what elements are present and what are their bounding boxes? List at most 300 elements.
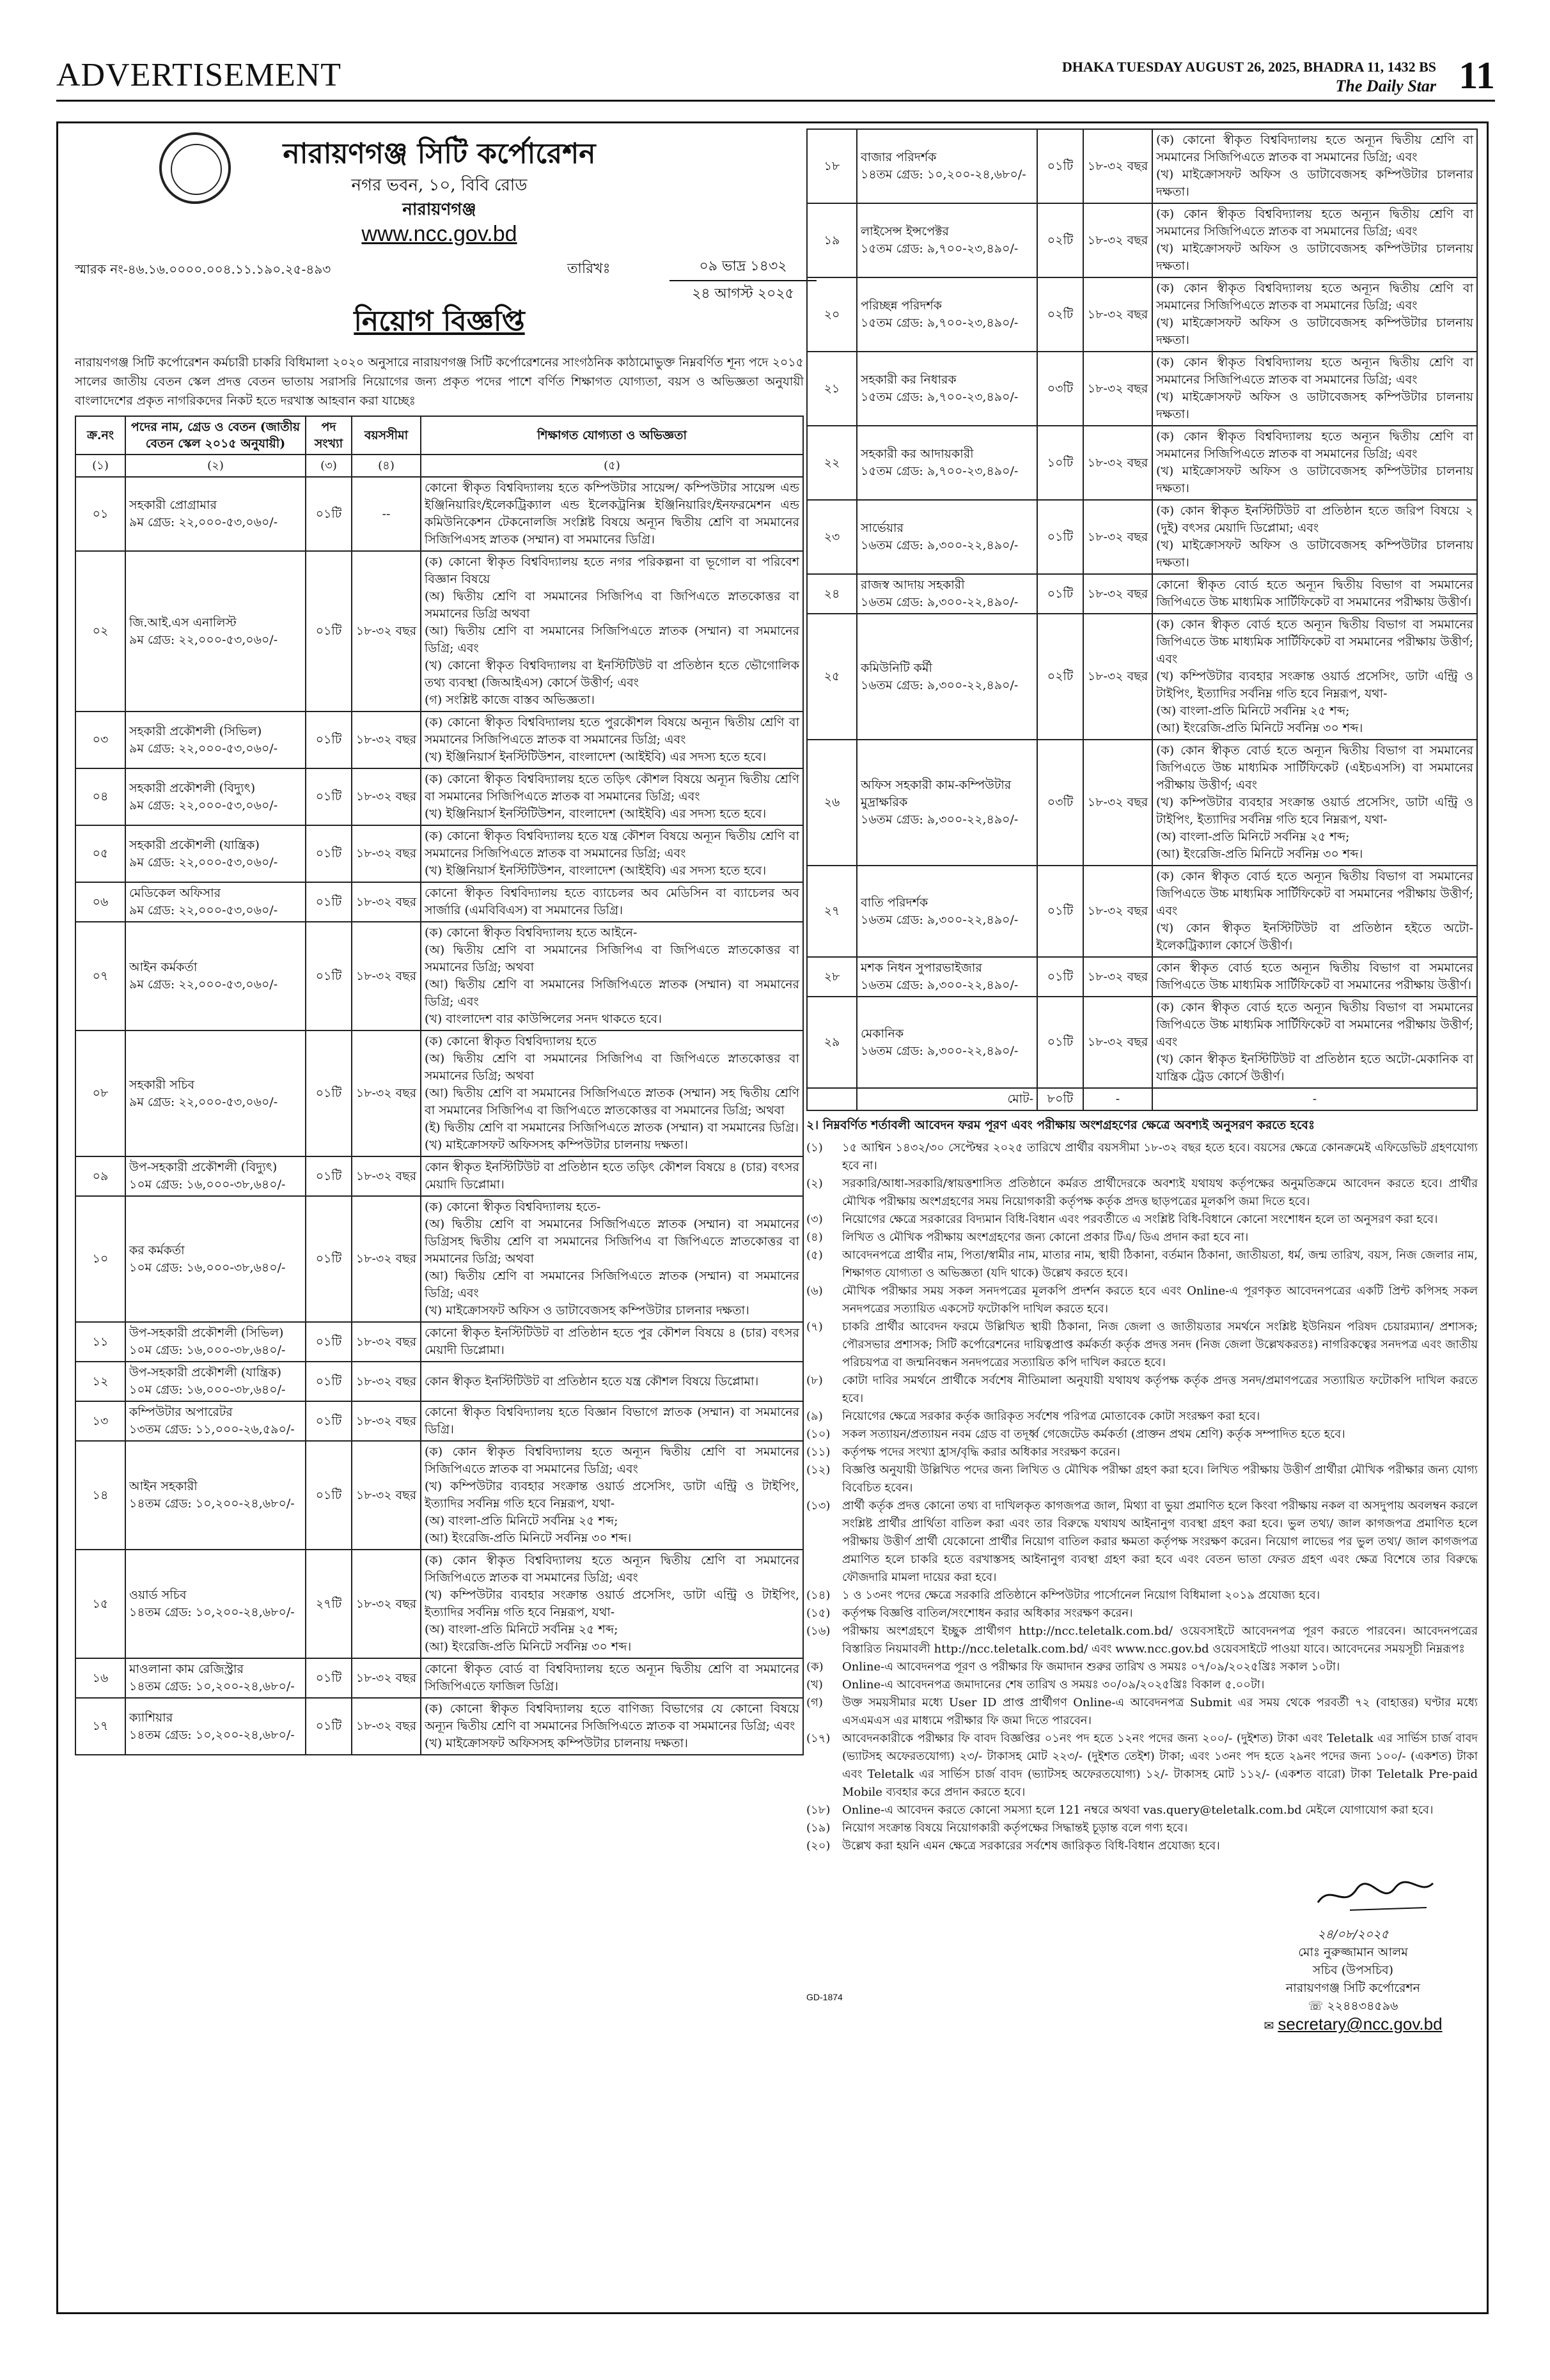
condition-number: (৭) bbox=[806, 1320, 823, 1334]
row-quantity: ০১টি bbox=[306, 1196, 352, 1322]
condition-text: লিখিত ও মৌখিক পরীক্ষায় অংশগ্রহণের জন্য কোনো প্রকার টিএ/ ডিএ প্রদান করা হবে না। bbox=[842, 1231, 1249, 1244]
condition-number: (১৪) bbox=[806, 1589, 831, 1602]
row-age-limit: -- bbox=[352, 477, 421, 551]
table-row bbox=[75, 1401, 803, 1441]
row-post bbox=[125, 1658, 306, 1698]
post-grade: ৯ম গ্রেড: ২২,০০০-৫৩,০৬০/- bbox=[129, 855, 278, 869]
row-quantity: ০১টি bbox=[306, 922, 352, 1031]
row-age-limit: ১৮-৩২ বছর bbox=[1083, 277, 1152, 352]
condition-text: Online-এ আবেদন করতে কোনো সমস্যা হলে 121 নম্বরে অথবা vas.query@teletalk.com.bd মেইলে যোগাযোগ করা হবে। bbox=[842, 1803, 1434, 1817]
condition-text: কর্তৃপক্ষ বিজ্ঞপ্তি বাতিল/সংশোধন করার অধিকার সংরক্ষণ করেন। bbox=[842, 1606, 1133, 1620]
post-grade: ৯ম গ্রেড: ২২,০০০-৫৩,০৬০/- bbox=[129, 903, 278, 917]
qualification-line: (খ) ইঞ্জিনিয়ার্স ইনস্টিটিউশন, বাংলাদেশ (আইইবি) এর সদস্য হতে হবে। bbox=[425, 750, 767, 764]
row-age-limit: ১৮-৩২ বছর bbox=[352, 1658, 421, 1698]
table-body-right bbox=[807, 129, 1477, 1088]
post-name: সহকারী প্রকৌশলী (যান্ত্রিক) bbox=[129, 837, 260, 852]
header-qualification: শিক্ষাগত যোগ্যতা ও অভিজ্ঞতা bbox=[421, 416, 803, 455]
post-name: উপ-সহকারী প্রকৌশলী (যান্ত্রিক) bbox=[129, 1365, 281, 1380]
post-name: অফিস সহকারী কাম-কম্পিউটার মুদ্রাক্ষরিক bbox=[861, 778, 1012, 809]
qualification-line: (ক) কোন স্বীকৃত বিশ্ববিদ্যালয় হতে অন্যূন দ্বিতীয় শ্রেণি বা সমমানের সিজিপিএতে স্নাতক বা সমমানের ডিগ্রি; এবং bbox=[425, 1553, 799, 1585]
condition-number: (১১) bbox=[806, 1445, 831, 1459]
qualification-line: (আ) দ্বিতীয় শ্রেণি বা সমমানের সিজিপিএতে স্নাতক (সম্মান) বা সমমানের ডিগ্রি; এবং bbox=[425, 624, 799, 655]
row-quantity: ০১টি bbox=[306, 825, 352, 882]
row-serial: ০৫ bbox=[75, 825, 125, 882]
qualification-line: (খ) মাইক্রোসফট অফিস ও ডাটাবেজসহ কম্পিউটার চালনায় দক্ষতা। bbox=[1156, 242, 1473, 273]
row-serial: ২৭ bbox=[807, 866, 857, 957]
qualification-line: কোন স্বীকৃত ইনস্টিটিউট বা প্রতিষ্ঠান হতে যন্ত্র কৌশল বিষয়ে ডিপ্লোমা। bbox=[425, 1374, 759, 1388]
row-post bbox=[857, 740, 1037, 866]
post-name: রাজস্ব আদায় সহকারী bbox=[861, 578, 965, 592]
qualification-line: (আ) ইংরেজি-প্রতি মিনিটে সর্বনিম্ন ৩০ শব্দ। bbox=[1156, 721, 1363, 735]
row-post bbox=[125, 1196, 306, 1322]
condition-text: প্রার্থী কর্তৃক প্রদত্ত কোনো তথ্য বা দাখিলকৃত কাগজপত্র জাল, মিথ্যা বা ভুয়া প্রমাণিত হলে কিংবা পরীক্ষায় নকল বা অসদুপায় অবলম্বন করলে সংশ্লিষ্ট প্রার্থীর প্রার্থিতা বাতিল করা এবং তার বিরুদ্ধে যথাযথ আইনানুগ ব্যবস্থা গ্রহণ করা হবে। ভুল তথ্য/ জাল কাগজপত্র প্রমাণিত হলে পরীক্ষায় উত্তীর্ণ প্রার্থী যেকোনো প্রার্থীর নিয়োগ বাতিল করার ক্ষমতা কর্তৃপক্ষ সংরক্ষণ করেন। নিয়োগ লাভের পর ভুল তথ্য/ জাল কাগজপত্র প্রমাণিত হলে চাকরি হতে বরখাস্তসহ আইনানুগ ব্যবস্থা গ্রহণ করা হবে এবং বেতন ভাতা ফেরত গ্রহণ এবং ক্ষেত্র বিশেষে তার বিরুদ্ধে ফৌজদারি মামলা দায়ের করা হবে। bbox=[842, 1499, 1478, 1584]
table-row bbox=[75, 1698, 803, 1755]
row-qualification bbox=[1152, 866, 1477, 957]
row-qualification bbox=[1152, 500, 1477, 574]
post-grade: ৯ম গ্রেড: ২২,০০০-৫৩,০৬০/- bbox=[129, 977, 278, 992]
row-age-limit: ১৮-৩২ বছর bbox=[352, 1031, 421, 1156]
post-grade: ১৬তম গ্রেড: ৯,৩০০-২২,৪৯০/- bbox=[861, 978, 1019, 992]
post-name: উপ-সহকারী প্রকৌশলী (সিভিল) bbox=[129, 1326, 284, 1340]
row-qualification bbox=[1152, 277, 1477, 352]
qualification-line: (আ) ইংরেজি-প্রতি মিনিটে সর্বনিম্ন ৩০ শব্দ। bbox=[425, 1640, 632, 1654]
row-quantity: ০১টি bbox=[306, 551, 352, 712]
signature-block bbox=[806, 1871, 1478, 2034]
condition-text: উক্ত সময়সীমার মধ্যে User ID প্রাপ্ত প্রার্থীগণ Online-এ আবেদনপত্র Submit এর সময় থেকে পরবর্তী ৭২ (বাহাত্তর) ঘণ্টার মধ্যে এসএমএস এর মাধ্যমে পরীক্ষার ফি জমা দিতে পারবেন। bbox=[842, 1696, 1478, 1727]
row-quantity: ০১টি bbox=[1037, 997, 1083, 1088]
qualification-line: কোনো স্বীকৃত বিশ্ববিদ্যালয় হতে বিজ্ঞান বিভাগে স্নাতক (সম্মান) বা সমমানের ডিগ্রি। bbox=[425, 1405, 799, 1436]
notice-header bbox=[75, 130, 804, 302]
condition-item bbox=[806, 1694, 1478, 1730]
row-serial: ১২ bbox=[75, 1362, 125, 1401]
row-serial: ১৩ bbox=[75, 1401, 125, 1441]
condition-item bbox=[806, 1282, 1478, 1318]
condition-number: (১৩) bbox=[806, 1499, 831, 1513]
row-post bbox=[125, 1031, 306, 1156]
condition-text: কর্তৃপক্ষ পদের সংখ্যা হ্রাস/বৃদ্ধি করার অধিকার সংরক্ষণ করেন। bbox=[842, 1445, 1120, 1459]
address: নগর ভবন, ১০, বিবি রোড bbox=[351, 176, 528, 195]
post-name: বাতি পরিদর্শক bbox=[861, 895, 928, 910]
post-name: ওয়ার্ড সচিব bbox=[129, 1588, 187, 1602]
condition-number: (১৭) bbox=[806, 1732, 831, 1745]
row-qualification bbox=[1152, 740, 1477, 866]
col-number: (৪) bbox=[352, 455, 421, 477]
row-age-limit: ১৮-৩২ বছর bbox=[352, 551, 421, 712]
condition-number: (২০) bbox=[806, 1839, 831, 1853]
date-bangla: ০৯ ভাদ্র ১৪৩২ bbox=[669, 254, 817, 281]
post-name: কর কর্মকর্তা bbox=[129, 1243, 185, 1257]
qualification-line: কোনো স্বীকৃত বোর্ড হতে অন্যূন দ্বিতীয় বিভাগ বা সমমানের জিপিএতে উচ্চ মাধ্যমিক সার্টিফিকেট বা সমমানের পরীক্ষায় উত্তীর্ণ। bbox=[1156, 578, 1473, 609]
post-name: মশক নিধন সুপারভাইজার bbox=[861, 961, 982, 975]
row-serial: ১০ bbox=[75, 1196, 125, 1322]
row-post bbox=[857, 574, 1037, 614]
qualification-line: (খ) মাইক্রোসফট অফিস ও ডাটাবেজসহ কম্পিউটার চালনায় দক্ষতা। bbox=[1156, 538, 1473, 570]
condition-item bbox=[806, 1139, 1478, 1175]
post-name: সহকারী কর নিধারক bbox=[861, 373, 957, 387]
row-quantity: ০৩টি bbox=[1037, 352, 1083, 426]
signatory-office: নারায়ণগঞ্জ সিটি কর্পোরেশন bbox=[1285, 1981, 1421, 1995]
notice-title: নিয়োগ বিজ্ঞপ্তি bbox=[354, 305, 525, 338]
condition-text: Online-এ আবেদনপত্র জমাদানের শেষ তারিখ ও সময়ঃ ৩০/০৯/২০২৫খ্রিঃ বিকাল ৫.০০টা। bbox=[842, 1678, 1265, 1692]
row-age-limit: ১৮-৩২ বছর bbox=[352, 1156, 421, 1196]
header-age: বয়সসীমা bbox=[352, 416, 421, 455]
row-serial: ১৪ bbox=[75, 1441, 125, 1550]
row-age-limit: ১৮-৩২ বছর bbox=[1083, 866, 1152, 957]
table-row bbox=[75, 477, 803, 551]
qualification-line: (অ) বাংলা-প্রতি মিনিটে সর্বনিম্ন ২৫ শব্দ; bbox=[1156, 704, 1350, 718]
total-label: মোট- bbox=[857, 1088, 1037, 1110]
row-age-limit: ১৮-৩২ বছর bbox=[1083, 740, 1152, 866]
condition-item bbox=[806, 1443, 1478, 1461]
col-number: (৫) bbox=[421, 455, 803, 477]
condition-text: Online-এ আবেদনপত্র পূরণ ও পরীক্ষার ফি জমাদান শুরুর তারিখ ও সময়ঃ ০৭/০৯/২০২৫খ্রিঃ সকাল ১০টা। bbox=[842, 1660, 1340, 1674]
dateline: DHAKA TUESDAY AUGUST 26, 2025, BHADRA 11, 1432 BS bbox=[1062, 59, 1436, 75]
post-name: উপ-সহকারী প্রকৌশলী (বিদ্যুৎ) bbox=[129, 1160, 278, 1174]
post-grade: ১৫তম গ্রেড: ৯,৭০০-২৩,৪৯০/- bbox=[861, 242, 1019, 256]
table-row bbox=[75, 712, 803, 768]
row-serial: ০৮ bbox=[75, 1031, 125, 1156]
qualification-line: (খ) কম্পিউটার ব্যবহার সংক্রান্ত ওয়ার্ড প্রসেসিং, ডাটা এন্ট্রি ও টাইপিং, ইত্যাদির সর্বনিম্ন গতি হবে নিম্নরূপ, যথা- bbox=[1156, 669, 1473, 701]
condition-number: (১৯) bbox=[806, 1821, 831, 1835]
conditions-title: ২। নিম্নবর্ণিত শর্তাবলী আবেদন ফরম পূরণ এবং পরীক্ষায় অংশগ্রহণের ক্ষেত্রে অবশ্যই অনুসরণ করতে হবেঃ bbox=[806, 1118, 1315, 1132]
post-name: ক্যাশিয়ার bbox=[129, 1710, 173, 1725]
table-row bbox=[75, 1658, 803, 1698]
post-grade: ৯ম গ্রেড: ২২,০০০-৫৩,০৬০/- bbox=[129, 798, 278, 813]
row-serial: ০৬ bbox=[75, 882, 125, 922]
row-age-limit: ১৮-৩২ বছর bbox=[352, 1550, 421, 1658]
advertisement-frame bbox=[56, 121, 1489, 2314]
post-name: সহকারী কর আদায়কারী bbox=[861, 447, 974, 461]
post-grade: ১৬তম গ্রেড: ৯,৩০০-২২,৪৯০/- bbox=[861, 595, 1019, 609]
condition-number: (১০) bbox=[806, 1427, 831, 1441]
row-age-limit: ১৮-৩২ বছর bbox=[1083, 574, 1152, 614]
row-post bbox=[125, 768, 306, 825]
post-name: জি.আই.এস এনালিস্ট bbox=[129, 615, 237, 630]
row-qualification bbox=[421, 551, 803, 712]
post-name: কমিউনিটি কর্মী bbox=[861, 660, 932, 675]
qualification-line: (খ) ইঞ্জিনিয়ার্স ইনস্টিটিউশন, বাংলাদেশ (আইইবি) এর সদস্য হতে হবে। bbox=[425, 864, 767, 878]
memo-number: স্মারক নং-৪৬.১৬.০০০০.০০৪.১১.১৯০.২৫-৪৯৩ bbox=[75, 261, 331, 277]
qualification-line: (খ) বাংলাদেশ বার কাউন্সিলের সনদ থাকতে হবে। bbox=[425, 1012, 662, 1026]
row-age-limit: ১৮-৩২ বছর bbox=[1083, 426, 1152, 500]
table-row bbox=[807, 997, 1477, 1088]
condition-item bbox=[806, 1605, 1478, 1622]
condition-item bbox=[806, 1837, 1478, 1855]
condition-item bbox=[806, 1229, 1478, 1247]
table-row bbox=[75, 922, 803, 1031]
row-age-limit: ১৮-৩২ বছর bbox=[1083, 500, 1152, 574]
qualification-line: (ক) কোনো স্বীকৃত বিশ্ববিদ্যালয় হতে নগর পরিকল্পনা বা ভূগোল বা পরিবেশ বিজ্ঞান বিষয়ে bbox=[425, 555, 799, 586]
row-serial: ২২ bbox=[807, 426, 857, 500]
condition-item bbox=[806, 1318, 1478, 1372]
signatory-email[interactable]: secretary@ncc.gov.bd bbox=[1278, 2014, 1443, 2034]
qualification-line: (অ) বাংলা-প্রতি মিনিটে সর্বনিম্ন ২৫ শব্দ; bbox=[425, 1622, 618, 1637]
row-quantity: ০৩টি bbox=[1037, 740, 1083, 866]
qualification-line: (ক) কোনো স্বীকৃত বিশ্ববিদ্যালয় হতে তড়িৎ কৌশল বিষয়ে অন্যূন দ্বিতীয় শ্রেণি বা সমমানের সিজিপিএতে স্নাতক বা সমমানের ডিগ্রি; এবং bbox=[425, 772, 799, 804]
row-qualification bbox=[421, 1196, 803, 1322]
post-grade: ১৫তম গ্রেড: ৯,৭০০-২৩,৪৯০/- bbox=[861, 390, 1019, 404]
table-row bbox=[807, 352, 1477, 426]
post-grade: ১৪তম গ্রেড: ১০,২০০-২৪,৬৮০/- bbox=[129, 1679, 295, 1693]
post-grade: ১০ম গ্রেড: ১৬,০০০-৩৮,৬৪০/- bbox=[129, 1343, 286, 1357]
qualification-line: (খ) কম্পিউটার ব্যবহার সংক্রান্ত ওয়ার্ড প্রসেসিং, ডাটা এন্ট্রি ও টাইপিং, ইত্যাদির সর্বনিম্ন গতি হবে নিম্নরূপ, যথা- bbox=[425, 1479, 799, 1511]
table-row bbox=[75, 768, 803, 825]
row-age-limit: ১৮-৩২ বছর bbox=[352, 1196, 421, 1322]
post-grade: ৯ম গ্রেড: ২২,০০০-৫৩,০৬০/- bbox=[129, 741, 278, 756]
qualification-line: (ক) কোন স্বীকৃত বিশ্ববিদ্যালয় হতে অন্যূন দ্বিতীয় শ্রেণি বা সমমানের সিজিপিএতে স্নাতক বা সমমানের ডিগ্রি; এবং bbox=[425, 1445, 799, 1476]
qualification-line: (আ) ইংরেজি-প্রতি মিনিটে সর্বনিম্ন ৩০ শব্দ। bbox=[1156, 847, 1363, 861]
qualification-line: (ক) কোন স্বীকৃত বিশ্ববিদ্যালয় হতে অন্যূন দ্বিতীয় শ্রেণি বা সমমানের সিজিপিএতে স্নাতক বা সমমানের ডিগ্রি; এবং bbox=[1156, 430, 1473, 461]
row-quantity: ০১টি bbox=[1037, 500, 1083, 574]
post-grade: ১৩তম গ্রেড: ১১,০০০-২৬,৫৯০/- bbox=[129, 1422, 295, 1436]
qualification-line: (খ) মাইক্রোসফট অফিস ও ডাটাবেজসহ কম্পিউটার চালনায় দক্ষতা। bbox=[1156, 390, 1473, 421]
row-post bbox=[125, 1156, 306, 1196]
post-grade: ১৬তম গ্রেড: ৯,৩০০-২২,৪৯০/- bbox=[861, 813, 1019, 827]
row-post bbox=[125, 1441, 306, 1550]
table-row bbox=[75, 1441, 803, 1550]
row-serial: ০৪ bbox=[75, 768, 125, 825]
row-qualification bbox=[421, 1401, 803, 1441]
condition-item bbox=[806, 1408, 1478, 1426]
post-name: সহকারী সচিব bbox=[129, 1077, 195, 1092]
qualification-line: (ক) কোনো স্বীকৃত বিশ্ববিদ্যালয় হতে যন্ত্র কৌশল বিষয়ে অন্যূন দ্বিতীয় শ্রেণি বা সমমানের সিজিপিএতে স্নাতক বা সমমানের ডিগ্রি; এবং bbox=[425, 829, 799, 860]
qualification-line: (খ) কোন স্বীকৃত ইনস্টিটিউট বা প্রতিষ্ঠান হইতে অটো-ইলেকট্রিক্যাল কোর্সে উত্তীর্ণ। bbox=[1156, 921, 1473, 953]
col-number: (১) bbox=[75, 455, 125, 477]
qualification-line: কোনো স্বীকৃত বিশ্ববিদ্যালয় হতে কম্পিউটার সায়েন্স/ কম্পিউটার সায়েন্স এন্ড ইঞ্জিনিয়ারিং/ইলেকট্রিক্যাল এন্ড ইলেকট্রনিক্স ইঞ্জিনিয়ারিং/ইনফরমেশন এন্ড কমিউনিকেশন টেকনোলজি সংশ্লিষ্ট বিষয়ে অন্যূন দ্বিতীয় শ্রেণি বা সমমানের সিজিপিএসহ স্নাতক (সম্মান) বা সমমানের ডিগ্রি। bbox=[425, 481, 799, 547]
post-name: সহকারী প্রকৌশলী (বিদ্যুৎ) bbox=[129, 781, 256, 795]
condition-number: (৩) bbox=[806, 1213, 823, 1226]
row-quantity: ০১টি bbox=[306, 768, 352, 825]
qualification-line: (ক) কোন স্বীকৃত বিশ্ববিদ্যালয় হতে অন্যূন দ্বিতীয় শ্রেণি বা সমমানের সিজিপিএতে স্নাতক বা সমমানের ডিগ্রি; এবং bbox=[1156, 207, 1473, 238]
condition-number: (৫) bbox=[806, 1248, 823, 1262]
post-name: মেডিকেল অফিসার bbox=[129, 886, 221, 900]
condition-item bbox=[806, 1819, 1478, 1837]
post-name: সহকারী প্রকৌশলী (সিভিল) bbox=[129, 724, 262, 738]
condition-text: আবেদনপত্রে প্রার্থীর নাম, পিতা/স্বামীর নাম, মাতার নাম, স্থায়ী ঠিকানা, বর্তমান ঠিকানা, জাতীয়তা, ধর্ম, জন্ম তারিখ, বয়স, নিজ জেলার নাম, শিক্ষাগত যোগ্যতা ও অভিজ্ঞতা (যদি থাকে) উল্লেখ করতে হবে। bbox=[842, 1248, 1478, 1280]
table-total-row bbox=[807, 1088, 1477, 1110]
condition-text: নিয়োগ সংক্রান্ত বিষয়ে নিয়োগকারী কর্তৃপক্ষের সিদ্ধান্তই চূড়ান্ত বলে গণ্য হবে। bbox=[842, 1821, 1188, 1835]
row-serial: ১৬ bbox=[75, 1658, 125, 1698]
row-age-limit: ১৮-৩২ বছর bbox=[352, 882, 421, 922]
city: নারায়ণগঞ্জ bbox=[402, 200, 476, 219]
row-post bbox=[125, 1362, 306, 1401]
row-serial: ২১ bbox=[807, 352, 857, 426]
condition-text: সকল সত্যায়ন/প্রত্যায়ন নবম গ্রেড বা তদূর্ধ্ব গেজেটেড কর্মকর্তা (প্রাক্তন প্রথম শ্রেণি) কর্তৃক সম্পাদিত হতে হবে। bbox=[842, 1427, 1345, 1441]
condition-item bbox=[806, 1426, 1478, 1443]
qualification-line: (খ) কোন স্বীকৃত ইনস্টিটিউট বা প্রতিষ্ঠান হতে অটো-মেকানিক বা যান্ত্রিক ট্রেড কোর্সে উত্তীর্ণ। bbox=[1156, 1052, 1473, 1084]
post-grade: ১০ম গ্রেড: ১৬,০০০-৩৮,৬৪০/- bbox=[129, 1178, 286, 1192]
website-link[interactable]: www.ncc.gov.bd bbox=[361, 222, 517, 246]
post-name: মাওলানা কাম রেজিস্ট্রার bbox=[129, 1662, 244, 1676]
row-serial: ২০ bbox=[807, 277, 857, 352]
header-quantity: পদ সংখ্যা bbox=[306, 416, 352, 455]
condition-item bbox=[806, 1658, 1478, 1676]
row-age-limit: ১৮-৩২ বছর bbox=[352, 712, 421, 768]
row-quantity: ২৭টি bbox=[306, 1550, 352, 1658]
row-quantity: ০১টি bbox=[1037, 957, 1083, 997]
table-body-left bbox=[75, 477, 803, 1755]
post-grade: ১৬তম গ্রেড: ৯,৩০০-২২,৪৯০/- bbox=[861, 538, 1019, 552]
gd-number: GD-1874 bbox=[806, 1992, 843, 2002]
table-row bbox=[75, 1550, 803, 1658]
row-quantity: ০১টি bbox=[1037, 574, 1083, 614]
condition-item bbox=[806, 1587, 1478, 1605]
total-dash: - bbox=[1152, 1088, 1477, 1110]
condition-text: বিজ্ঞপ্তি অনুযায়ী উল্লিখিত পদের জন্য লিখিত ও মৌখিক পরীক্ষা গ্রহণ করা হবে। লিখিত পরীক্ষায় উত্তীর্ণ প্রার্থীরা মৌখিক পরীক্ষার জন্য যোগ্য বিবেচিত হবেন। bbox=[842, 1463, 1478, 1495]
row-qualification bbox=[421, 1698, 803, 1755]
row-serial: ২৬ bbox=[807, 740, 857, 866]
qualification-line: (ক) কোনো স্বীকৃত বিশ্ববিদ্যালয় হতে অন্যূন দ্বিতীয় শ্রেণি বা সমমানের সিজিপিএতে স্নাতক বা সমমানের ডিগ্রি; এবং bbox=[1156, 133, 1473, 164]
condition-item bbox=[806, 1676, 1478, 1694]
condition-item bbox=[806, 1211, 1478, 1229]
row-quantity: ০১টি bbox=[306, 882, 352, 922]
condition-item bbox=[806, 1372, 1478, 1408]
row-age-limit: ১৮-৩২ বছর bbox=[352, 1401, 421, 1441]
qualification-line: (আ) দ্বিতীয় শ্রেণি বা সমমানের সিজিপিএতে স্নাতক (সম্মান) বা সমমানের ডিগ্রি; এবং bbox=[425, 1269, 799, 1300]
qualification-line: (খ) কম্পিউটার ব্যবহার সংক্রান্ত ওয়ার্ড প্রসেসিং, ডাটা এন্ট্রি ও টাইপিং, ইত্যাদির সর্বনিম্ন গতি হবে নিম্নরূপ, যথা- bbox=[425, 1588, 799, 1619]
table-row bbox=[807, 574, 1477, 614]
condition-text: ১ ও ১৩নং পদের ক্ষেত্রে সরকারি প্রতিষ্ঠানে কম্পিউটার পার্সোনেল নিয়োগ বিধিমালা ২০১৯ প্রযোজ্য হবে। bbox=[842, 1589, 1320, 1602]
row-age-limit: ১৮-৩২ বছর bbox=[1083, 203, 1152, 277]
qualification-line: (আ) ইংরেজি-প্রতি মিনিটে সর্বনিম্ন ৩০ শব্দ। bbox=[425, 1531, 632, 1545]
signatory-phone: ☏ ২২৪৪৩৪৫৯৬ bbox=[1308, 1999, 1398, 2013]
row-age-limit: ১৮-৩২ বছর bbox=[352, 1441, 421, 1550]
qualification-line: (ক) কোনো স্বীকৃত বিশ্ববিদ্যালয় হতে আইনে- bbox=[425, 926, 638, 940]
row-age-limit: ১৮-৩২ বছর bbox=[1083, 129, 1152, 203]
qualification-line: (ক) কোনো স্বীকৃত বিশ্ববিদ্যালয় হতে পুরকৌশল বিষয়ে অন্যূন দ্বিতীয় শ্রেণি বা সমমানের সিজিপিএতে স্নাতক বা সমমানের ডিগ্রি; এবং bbox=[425, 715, 799, 747]
paper-name: The Daily Star bbox=[1335, 77, 1436, 95]
total-empty bbox=[807, 1088, 857, 1110]
post-grade: ১৪তম গ্রেড: ১০,২০০-২৪,৬৮০/- bbox=[129, 1497, 295, 1511]
qualification-line: কোন স্বীকৃত ইনস্টিটিউট বা প্রতিষ্ঠান হতে তড়িৎ কৌশল বিষয়ে ৪ (চার) বৎসর মেয়াদি ডিপ্লোমা। bbox=[425, 1160, 799, 1192]
conditions-list bbox=[806, 1139, 1478, 1855]
row-serial: ১৮ bbox=[807, 129, 857, 203]
row-age-limit: ১৮-৩২ বছর bbox=[352, 1322, 421, 1362]
row-age-limit: ১৮-৩২ বছর bbox=[352, 922, 421, 1031]
qualification-line: (খ) মাইক্রোসফট অফিস ও ডাটাবেজসহ কম্পিউটার চালনায় দক্ষতা। bbox=[1156, 464, 1473, 495]
row-serial: ২৫ bbox=[807, 614, 857, 740]
condition-item bbox=[806, 1247, 1478, 1282]
condition-number: (১) bbox=[806, 1141, 823, 1155]
table-row bbox=[807, 614, 1477, 740]
row-quantity: ০১টি bbox=[306, 1658, 352, 1698]
masthead bbox=[56, 54, 1495, 102]
qualification-line: (অ) দ্বিতীয় শ্রেণি বা সমমানের সিজিপিএ বা জিপিএতে স্নাতকোত্তর বা সমমানের ডিগ্রি; অথবা bbox=[425, 1052, 799, 1083]
post-grade: ১৬তম গ্রেড: ৯,৩০০-২২,৪৯০/- bbox=[861, 678, 1019, 692]
qualification-line: কোনো স্বীকৃত ইনস্টিটিউট বা প্রতিষ্ঠান হতে পুর কৌশল বিষয়ে ৪ (চার) বৎসর মেয়াদী ডিপ্লোমা। bbox=[425, 1326, 799, 1357]
table-row bbox=[807, 277, 1477, 352]
qualification-line: (খ) মাইক্রোসফট অফিস ও ডাটাবেজসহ কম্পিউটার চালনার দক্ষতা। bbox=[1156, 167, 1473, 199]
condition-number: (২) bbox=[806, 1177, 823, 1190]
condition-number: (৮) bbox=[806, 1374, 823, 1387]
row-post bbox=[125, 1401, 306, 1441]
condition-item bbox=[806, 1622, 1478, 1658]
row-qualification bbox=[1152, 574, 1477, 614]
condition-number: (১৬) bbox=[806, 1624, 831, 1638]
row-quantity: ০১টি bbox=[306, 1698, 352, 1755]
table-row bbox=[807, 740, 1477, 866]
row-quantity: ০২টি bbox=[1037, 614, 1083, 740]
qualification-line: (ক) কোন স্বীকৃত বোর্ড হতে অন্যূন দ্বিতীয় বিভাগ বা সমমানের জিপিএতে উচ্চ মাধ্যমিক সার্টিফিকেট বা সমমানের পরীক্ষায় উত্তীর্ণ; এবং bbox=[1156, 618, 1473, 666]
table-row bbox=[75, 551, 803, 712]
row-age-limit: ১৮-৩২ বছর bbox=[352, 825, 421, 882]
page-number: 11 bbox=[1459, 54, 1495, 97]
qualification-line: কোনো স্বীকৃত বোর্ড বা বিশ্ববিদ্যালয় হতে অন্যূন দ্বিতীয় শ্রেণি বা সমমানের সিজিপিএতে ফাজিল ডিগ্রি। bbox=[425, 1662, 799, 1693]
condition-text: চাকরি প্রার্থীর আবেদন ফরমে উল্লিখিত স্থায়ী ঠিকানা, নিজ জেলা ও জাতীয়তার সমর্থনে সংশ্লিষ্ট ইউনিয়ন পরিষদ চেয়ারম্যান/ প্রশাসক; পৌরসভার প্রশাসক; সিটি কর্পোরেশনের দায়িত্বপ্রাপ্ত কর্মকর্তা কর্তৃক প্রদত্ত সনদ (নিজ জেলা উল্লেখকরতঃ) নাগরিকত্বের সনদপত্র এবং জাতীয় পরিচয়পত্র বা জন্মনিবন্ধন সনদপত্রের সত্যায়িত কপি দাখিল করতে হবে। bbox=[842, 1320, 1478, 1369]
row-age-limit: ১৮-৩২ বছর bbox=[352, 768, 421, 825]
condition-text: পরীক্ষায় অংশগ্রহণে ইচ্ছুক প্রার্থীগণ http://ncc.teletalk.com.bd/ ওয়েবসাইটে আবেদনপত্র পূরণ করতে পারবেন। আবেদনপত্রের বিস্তারিত নিয়মাবলী http://ncc.teletalk.com.bd/ এবং www.ncc.gov.bd ওয়েবসাইটে পাওয়া যাবে। আবেদনের সময়সূচী নিম্নরূপঃ bbox=[842, 1624, 1478, 1656]
row-post bbox=[857, 129, 1037, 203]
condition-number: (গ) bbox=[806, 1696, 823, 1709]
qualification-line: কোনো স্বীকৃত বিশ্ববিদ্যালয় হতে ব্যাচেলর অব মেডিসিন বা ব্যাচেলর অব সার্জারি (এমবিবিএস) বা সমমানের ডিগ্রি। bbox=[425, 886, 799, 917]
qualification-line: (ক) কোন স্বীকৃত বোর্ড হতে অন্যূন দ্বিতীয় বিভাগ বা সমমানের জিপিএতে উচ্চ মাধ্যমিক সার্টিফিকেট বা সমমানের পরীক্ষায় উত্তীর্ণ; এবং bbox=[1156, 1000, 1473, 1049]
condition-text: মৌখিক পরীক্ষার সময় সকল সনদপত্রের মূলকপি প্রদর্শন করতে হবে এবং Online-এ পূরণকৃত আবেদনপত্রের একটি প্রিন্ট কপিসহ সকল সনদপত্রের সত্যায়িত একসেট ফটোকপি দাখিল করতে হবে। bbox=[842, 1284, 1478, 1316]
qualification-line: (গ) সংশ্লিষ্ট কাজে বাস্তব অভিজ্ঞতা। bbox=[425, 693, 595, 707]
row-post bbox=[125, 1698, 306, 1755]
row-serial: ০৭ bbox=[75, 922, 125, 1031]
row-post bbox=[125, 882, 306, 922]
table-row bbox=[75, 1031, 803, 1156]
row-qualification bbox=[1152, 614, 1477, 740]
signature-date: ২৪/০৮/২০২৫ bbox=[1317, 1927, 1389, 1941]
notice-intro: নারায়ণগঞ্জ সিটি কর্পোরেশন কর্মচারী চাকরি বিধিমালা ২০২০ অনুসারে নারায়ণগঞ্জ সিটি কর্পোরেশনের সাংগঠনিক কাঠামোভুক্ত নিম্নবর্ণিত শূন্য পদে ২০১৫ সালের জাতীয় বেতন স্কেল প্রদত্ত বেতন ভাতায় সরাসরি নিয়োগের জন্য প্রকৃত পদের পাশে বর্ণিত শিক্ষাগত যোগ্যতা, বয়স ও অভিজ্ঞতা অনুযায়ী বাংলাদেশের প্রকৃত নাগরিকদের নিকট হতে দরখাস্ত আহবান করা যাচ্ছেঃ bbox=[75, 355, 804, 408]
condition-text: কোটা দাবির সমর্থনে প্রার্থীকে সর্বশেষ নীতিমালা অনুযায়ী যথাযথ কর্তৃপক্ষ কর্তৃক প্রদত্ত সনদ/প্রমাণপত্রের সত্যায়িত ফটোকপি দাখিল করতে হবে। bbox=[842, 1374, 1478, 1405]
post-name: সার্ভেয়ার bbox=[861, 521, 904, 535]
row-post bbox=[125, 1322, 306, 1362]
signature-icon bbox=[1311, 1871, 1439, 1922]
row-serial: ০২ bbox=[75, 551, 125, 712]
condition-text: ১৫ আশ্বিন ১৪৩২/৩০ সেপ্টেম্বর ২০২৫ তারিখে প্রার্থীর বয়সসীমা ১৮-৩২ বছর হতে হবে। বয়সের ক্ষেত্রে কোনক্রমেই এফিডেভিট গ্রহণযোগ্য হবে না। bbox=[842, 1141, 1478, 1172]
post-grade: ৯ম গ্রেড: ২২,০০০-৫৩,০৬০/- bbox=[129, 632, 278, 647]
row-serial: ২৮ bbox=[807, 957, 857, 997]
row-serial: ২৯ bbox=[807, 997, 857, 1088]
header-post: পদের নাম, গ্রেড ও বেতন (জাতীয় বেতন স্কেল ২০১৫ অনুযায়ী) bbox=[125, 416, 306, 455]
qualification-line: (অ) দ্বিতীয় শ্রেণি বা সমমানের সিজিপিএ বা জিপিএতে স্নাতকোত্তর বা সমমানের ডিগ্রি অথবা bbox=[425, 589, 799, 621]
qualification-line: (ক) কোন স্বীকৃত বোর্ড হতে অন্যূন দ্বিতীয় বিভাগ বা সমমানের জিপিএতে উচ্চ মাধ্যমিক সার্টিফিকেট বা সমমানের পরীক্ষায় উত্তীর্ণ; এবং bbox=[1156, 869, 1473, 918]
header-serial: ক্র.নং bbox=[75, 416, 125, 455]
mail-icon: ✉ bbox=[1264, 2019, 1278, 2033]
condition-number: (১২) bbox=[806, 1463, 831, 1477]
qualification-line: (অ) বাংলা-প্রতি মিনিটে সর্বনিম্ন ২৫ শব্দ; bbox=[425, 1514, 618, 1528]
qualification-line: (খ) ইঞ্জিনিয়ার্স ইনস্টিটিউশন, বাংলাদেশ (আইইবি) এর সদস্য হতে হবে। bbox=[425, 807, 767, 821]
section-label: ADVERTISEMENT bbox=[56, 57, 342, 93]
qualification-line: (খ) কম্পিউটার ব্যবহার সংক্রান্ত ওয়ার্ড প্রসেসিং, ডাটা এন্ট্রি ও টাইপিং, ইত্যাদির সর্বনিম্ন গতি হবে নিম্নরূপ, যথা- bbox=[1156, 795, 1473, 827]
row-post bbox=[857, 203, 1037, 277]
qualification-line: (অ) দ্বিতীয় শ্রেণি বা সমমানের সিজিপিএতে স্নাতক (সম্মান) বা সমমানের ডিগ্রিসহ দ্বিতীয় শ্রেণি বা সমমানের সিজিপিএ বা জিপিএতে স্নাতকোত্তর বা সমমানের ডিগ্রি; অথবা bbox=[425, 1217, 799, 1266]
condition-text: আবেদনকারীকে পরীক্ষার ফি বাবদ বিজ্ঞপ্তির ০১নং পদ হতে ১২নং পদের জন্য ২০০/- (দুইশত) টাকা এবং Teletalk এর সার্ভিস চার্জ বাবদ (ভ্যাটসহ অফেরতযোগ্য) ২৩/- টাকাসহ মোট ২২৩/- (দুইশত তেইশ) টাকা; এবং ১৩নং পদ হতে ২৯নং পদের জন্য ১০০/- (একশত) টাকা এবং Teletalk এর সার্ভিস চার্জ বাবদ (ভ্যাটসহ অফেরতযোগ্য) ১২/- টাকাসহ মোট ১১২/- (একশত বারো) টাকা Teletalk Pre-paid Mobile ব্যবহার করে প্রদান করতে হবে। bbox=[842, 1732, 1478, 1799]
signatory-name: মোঃ নুরুজ্জামান আলম bbox=[1298, 1945, 1408, 1959]
table-row bbox=[807, 426, 1477, 500]
post-grade: ১৬তম গ্রেড: ৯,৩০০-২২,৪৯০/- bbox=[861, 1043, 1019, 1058]
row-post bbox=[857, 957, 1037, 997]
row-qualification bbox=[1152, 129, 1477, 203]
row-quantity: ১০টি bbox=[1037, 426, 1083, 500]
row-qualification bbox=[421, 477, 803, 551]
row-qualification bbox=[421, 1550, 803, 1658]
condition-number: (খ) bbox=[806, 1678, 823, 1692]
row-serial: ০৩ bbox=[75, 712, 125, 768]
row-qualification bbox=[421, 1031, 803, 1156]
row-quantity: ০১টি bbox=[306, 477, 352, 551]
row-age-limit: ১৮-৩২ বছর bbox=[1083, 352, 1152, 426]
post-name: বাজার পরিদর্শক bbox=[861, 150, 937, 164]
row-serial: ১১ bbox=[75, 1322, 125, 1362]
qualification-line: (খ) মাইক্রোসফট অফিস ও ডাটাবেজসহ কম্পিউটার চালনায় দক্ষতা। bbox=[1156, 316, 1473, 347]
condition-item bbox=[806, 1801, 1478, 1819]
table-row bbox=[75, 882, 803, 922]
table-row bbox=[75, 825, 803, 882]
post-name: আইন সহকারী bbox=[129, 1479, 198, 1493]
